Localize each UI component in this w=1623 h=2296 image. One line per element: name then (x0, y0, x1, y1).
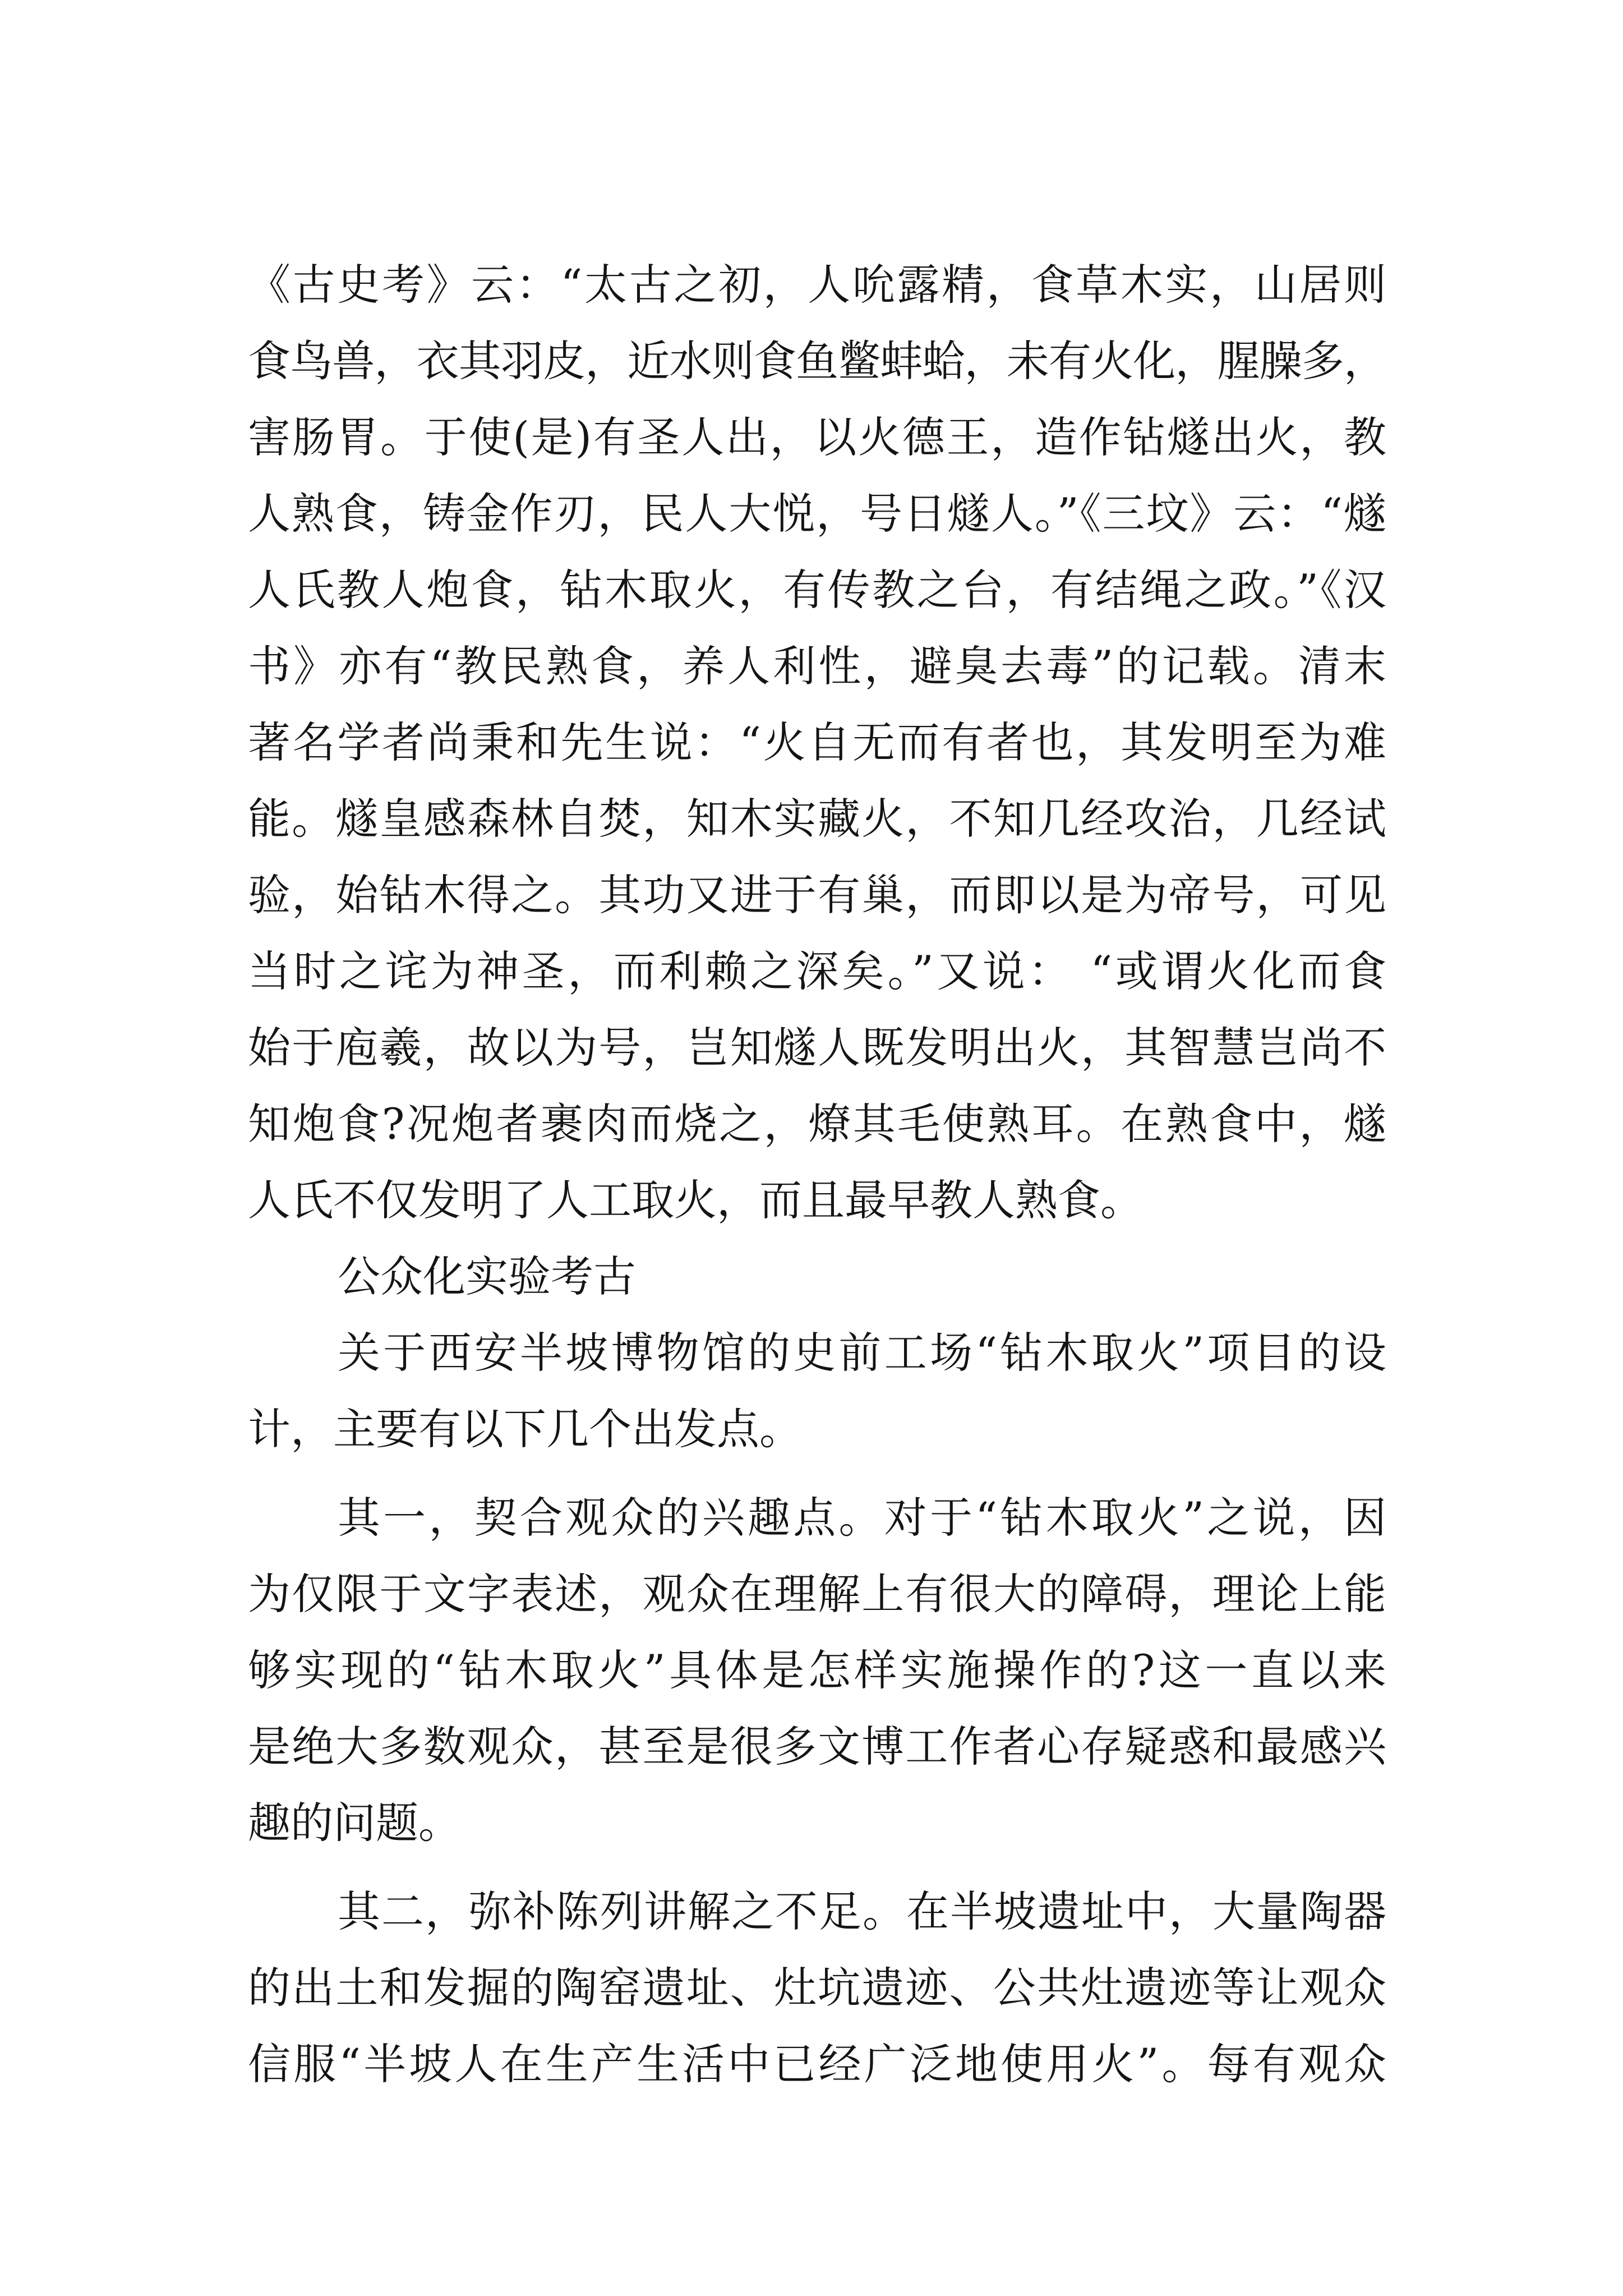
text-line (248, 1632, 1390, 1709)
line-text: 够实现的“钻木取火”具体是怎样实施操作的?这一直以来 (248, 1645, 1390, 1695)
body-text (248, 247, 1390, 2102)
line-text: 其一，契合观众的兴趣点。对于“钻木取火”之说，因 (338, 1493, 1390, 1543)
text-line (338, 1315, 1390, 1391)
line-text: 是绝大多数观众，甚至是很多文博工作者心存疑惑和最感兴 (248, 1722, 1388, 1772)
line-text: 为仅限于文字表述，观众在理解上有很大的障碍，理论上能 (248, 1569, 1388, 1619)
line-text: 计，主要有以下几个出发点。 (248, 1404, 802, 1454)
text-line (248, 552, 1389, 628)
line-text: 验，始钻木得之。其功又进于有巢，而即以是为帝号，可见 (248, 870, 1388, 920)
text-line (248, 476, 1386, 552)
line-text: 人氏教人炮食，钻木取火，有传教之台，有结绳之政。”《汉 (248, 565, 1389, 615)
text-line (248, 247, 1389, 323)
line-text: 当时之诧为神圣，而利赖之深矣。”又说： “或谓火化而食 (248, 946, 1390, 996)
line-text: 人氏不仅发明了人工取火，而且最早教人熟食。 (248, 1175, 1143, 1225)
heading-line (338, 1239, 1386, 1315)
text-line (248, 1391, 1386, 1467)
text-line (248, 1556, 1386, 1632)
text-line (338, 1480, 1390, 1556)
text-line (248, 857, 1386, 933)
line-text: 其二，弥补陈列讲解之不足。在半坡遗址中，大量陶器 (338, 1887, 1387, 1936)
text-line (248, 628, 1390, 705)
heading-text: 公众化实验考古 (338, 1251, 636, 1301)
paragraph-point-two (248, 1874, 1390, 2102)
line-text: 害肠胃。于使(是)有圣人出，以火德王，造作钻燧出火，教 (248, 412, 1388, 462)
text-line (248, 399, 1386, 476)
line-text: 能。燧皇感森林自焚，知木实藏火，不知几经攻治，几经试 (248, 794, 1388, 844)
line-text: 信服“半坡人在生产生活中已经广泛地使用火”。每有观众 (248, 2039, 1390, 2089)
text-line (248, 1086, 1389, 1162)
line-text: 始于庖羲，故以为号，岂知燧人既发明出火，其智慧岂尚不 (248, 1023, 1388, 1073)
text-line (248, 1709, 1386, 1785)
text-line (248, 1162, 1386, 1239)
line-text: 知炮食?况炮者裹肉而烧之，燎其毛使熟耳。在熟食中，燧 (248, 1099, 1389, 1149)
text-line (248, 933, 1390, 1010)
paragraph-intro (248, 1315, 1390, 1467)
line-text: 关于西安半坡博物馆的史前工场“钻木取火”项目的设 (338, 1328, 1390, 1378)
text-line (248, 1010, 1386, 1086)
paragraph-point-one (248, 1480, 1390, 1861)
paragraph-quotation (248, 247, 1390, 1239)
text-line (248, 781, 1386, 857)
text-line (248, 705, 1389, 781)
text-line (248, 323, 1386, 399)
text-line (248, 1785, 1386, 1861)
line-text: 食鸟兽，衣其羽皮，近水则食鱼鳖蚌蛤，未有火化，腥臊多， (248, 336, 1386, 386)
line-text: 《古史考》云：“太古之初，人吮露精，食草木实，山居则 (248, 260, 1389, 310)
line-text: 书》亦有“教民熟食，养人利性，避臭去毒”的记载。清末 (248, 641, 1390, 691)
text-line (248, 2026, 1390, 2102)
text-line (338, 1874, 1386, 1950)
line-text: 的出土和发掘的陶窑遗址、灶坑遗迹、公共灶遗迹等让观众 (248, 1963, 1388, 2013)
line-text: 人熟食，铸金作刃，民人大悦，号日燧人。”《三坟》云：“燧 (248, 489, 1387, 539)
line-text: 著名学者尚秉和先生说：“火自无而有者也，其发明至为难 (248, 717, 1389, 767)
section-heading (248, 1239, 1386, 1315)
text-line (248, 1950, 1386, 2026)
line-text: 趣的问题。 (248, 1798, 461, 1848)
